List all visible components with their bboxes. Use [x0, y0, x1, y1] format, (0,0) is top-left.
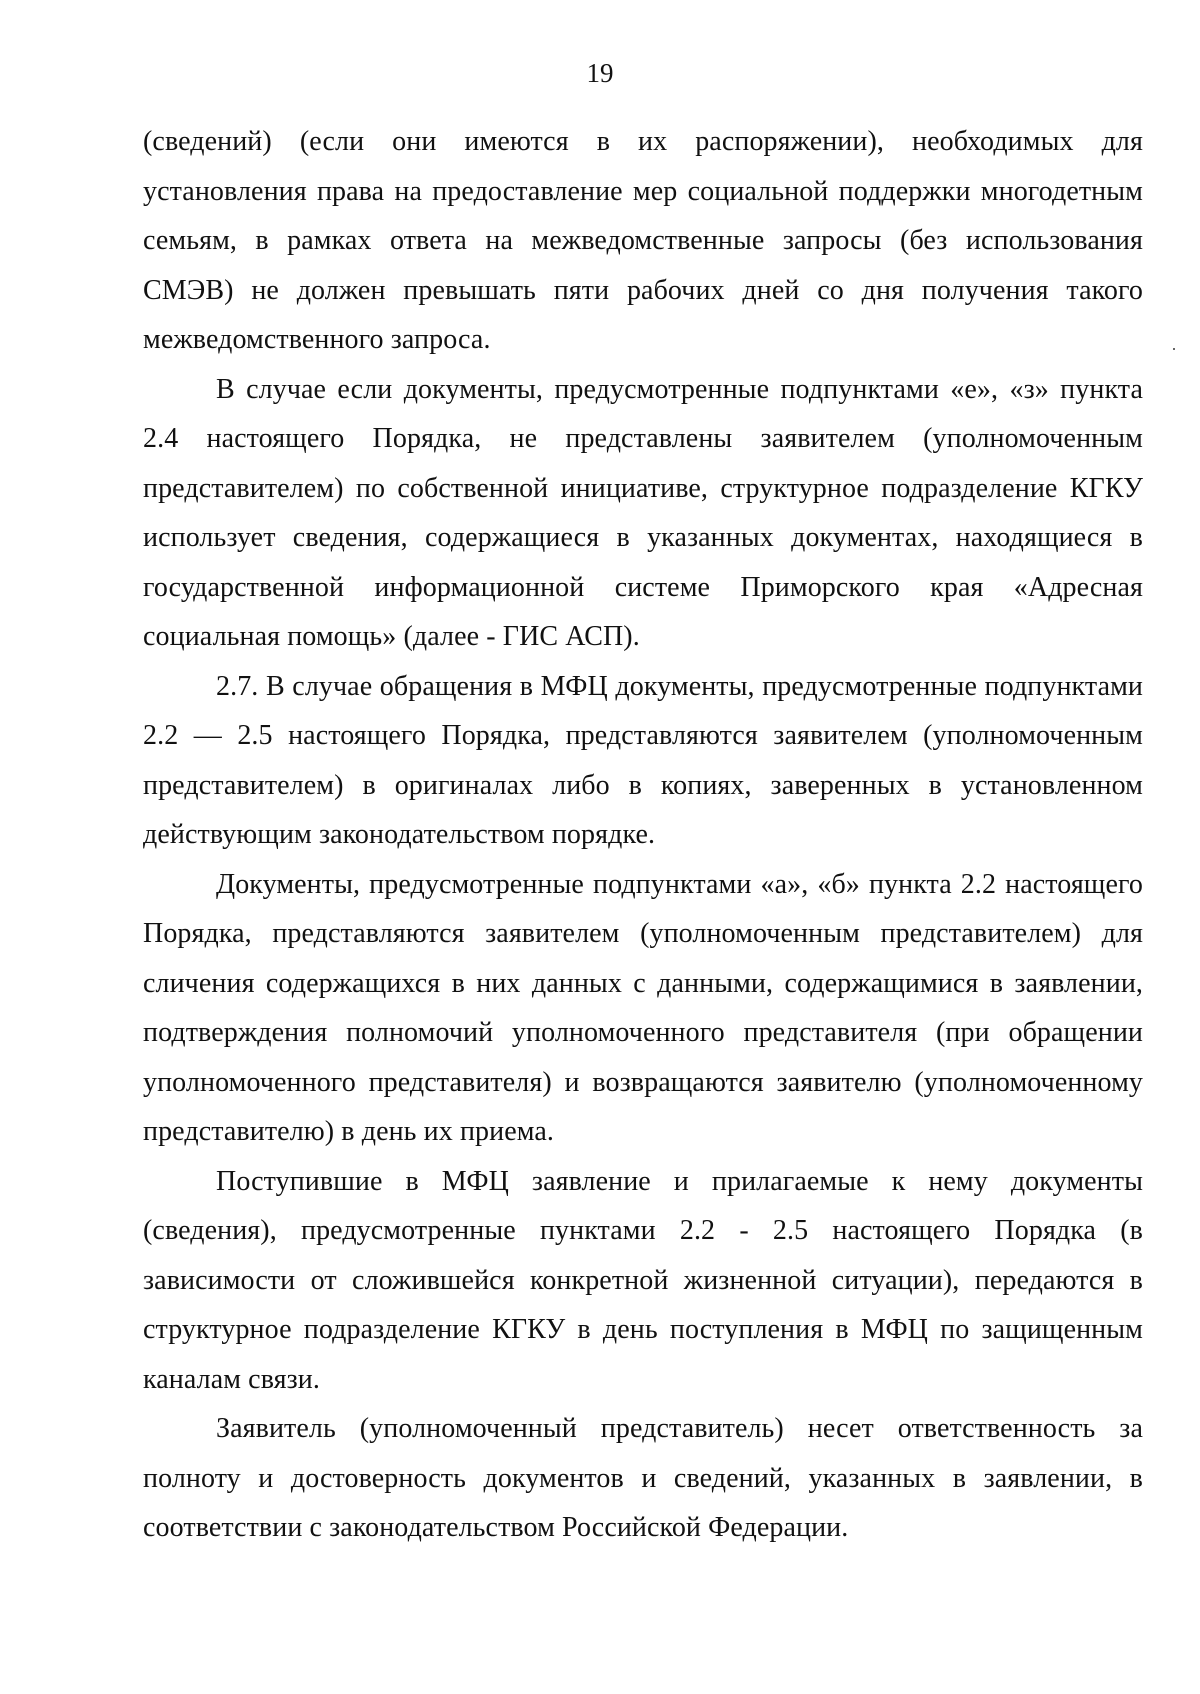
paragraph-responsibility: Заявитель (уполномоченный представитель) несет ответственность за полноту и достоверность документов и сведений, указанных в заявлении, в соответствии с законодательством Российской Федерации.: [143, 1413, 1143, 1543]
page-number: 19: [586, 58, 614, 88]
paragraph-continuation: (сведений) (если они имеются в их распоряжении), необходимых для установления права на предоставление мер социальной поддержки многодетным семьям, в рамках ответа на межведомственные запросы (без использования СМЭВ) не должен превышать пяти рабочих дней со дня получения такого межведомственного запроса.: [143, 126, 1143, 355]
paragraph-documents-a-b: Документы, предусмотренные подпунктами «а», «б» пункта 2.2 настоящего Порядка, представляются заявителем (уполномоченным представителем) для сличения содержащихся в них данных с данными, содержащимися в заявлении, подтверждения полномочий уполномоченного представителя (при обращении уполномоченного представителя) и возвращаются заявителю (уполномоченному представителю) в день их приема.: [143, 868, 1143, 1147]
paragraph-2-7: 2.7. В случае обращения в МФЦ документы, предусмотренные подпунктами 2.2 — 2.5 настоящего Порядка, представляются заявителем (уполномоченным представителем) в оригиналах либо в копиях, заверенных в установленном действующим законодательством порядке.: [143, 670, 1143, 850]
paragraph-gis-asp: В случае если документы, предусмотренные подпунктами «е», «з» пункта 2.4 настоящего Порядка, не представлены заявителем (уполномоченным представителем) по собственной инициативе, структурное подразделение КГКУ использует сведения, содержащиеся в указанных документах, находящиеся в государственной информационной системе Приморского края «Адресная социальная помощь» (далее - ГИС АСП).: [143, 373, 1143, 652]
document-body: [143, 117, 1143, 1553]
paragraph-mfc-transfer: Поступившие в МФЦ заявление и прилагаемые к нему документы (сведения), предусмотренные пунктами 2.2 - 2.5 настоящего Порядка (в зависимости от сложившейся конкретной жизненной ситуации), передаются в структурное подразделение КГКУ в день поступления в МФЦ по защищенным каналам связи.: [143, 1165, 1143, 1395]
scan-speck: [1173, 348, 1175, 350]
